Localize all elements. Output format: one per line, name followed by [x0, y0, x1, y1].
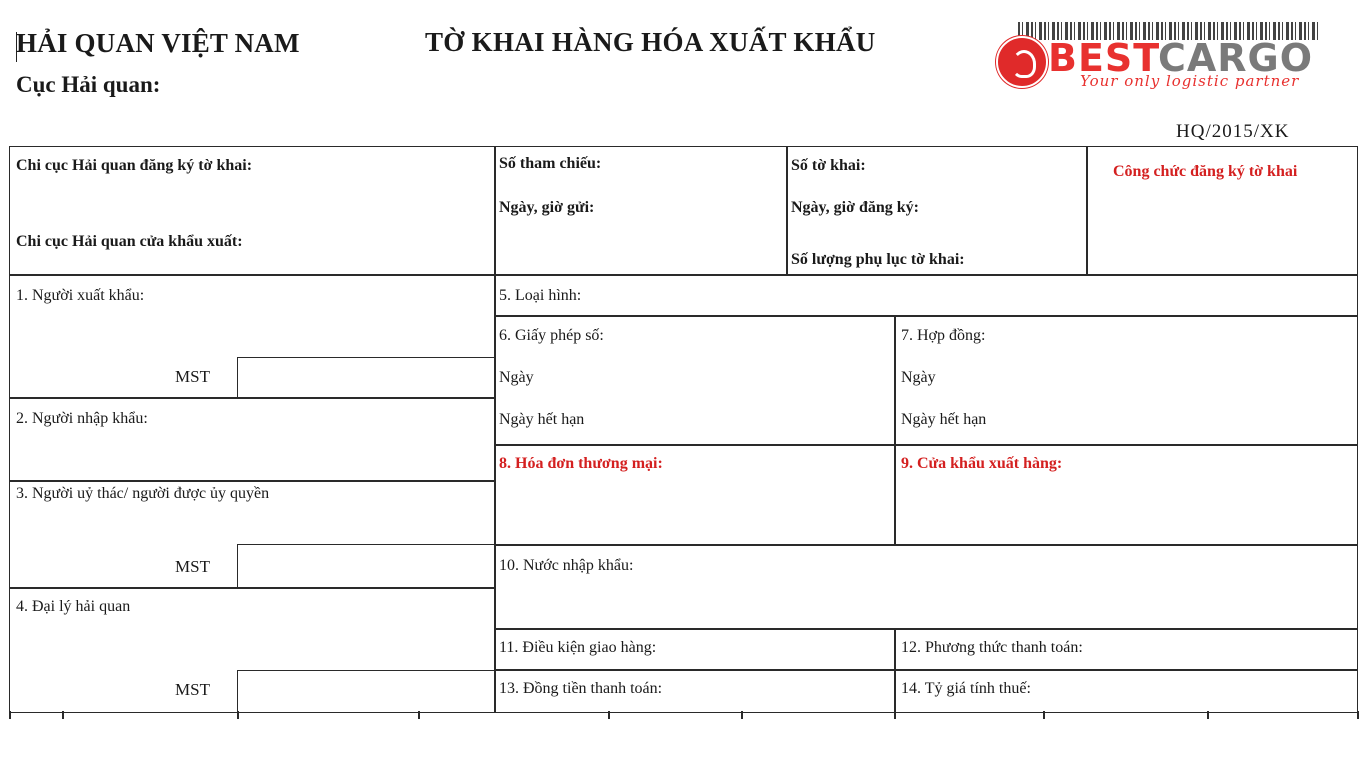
license-no-label: 6. Giấy phép số:	[499, 327, 604, 344]
table-continuation-tick	[894, 711, 896, 719]
license-cell[interactable]	[494, 315, 896, 446]
import-country-cell[interactable]	[494, 544, 1358, 630]
trustee-label: 3. Người uỷ thác/ người được ủy quyền	[16, 485, 270, 502]
contract-date-label: Ngày	[901, 369, 936, 386]
customs-agent-label: 4. Đại lý hải quan	[16, 598, 131, 615]
table-continuation-tick	[1043, 711, 1045, 719]
payment-method-label: 12. Phương thức thanh toán:	[901, 639, 1083, 656]
contract-cell[interactable]	[894, 315, 1358, 446]
declaration-no-label: Số tờ khai:	[791, 157, 866, 174]
type-label: 5. Loại hình:	[499, 287, 582, 304]
delivery-terms-cell[interactable]	[494, 628, 896, 671]
table-continuation-tick	[418, 711, 420, 719]
importer-label: 2. Người nhập khẩu:	[16, 410, 148, 427]
logo-text-cargo: CARGO	[1158, 36, 1314, 80]
contract-label: 7. Hợp đồng:	[901, 327, 986, 344]
commercial-invoice-label: 8. Hóa đơn thương mại:	[499, 455, 663, 472]
export-gate-cell[interactable]	[894, 444, 1358, 546]
trustee-mst-label: MST	[175, 557, 210, 576]
table-continuation-tick	[1357, 711, 1359, 719]
trustee-mst-input[interactable]	[237, 544, 496, 589]
registration-office-cell[interactable]	[9, 146, 496, 276]
agency-name: HẢI QUAN VIỆT NAM	[16, 28, 300, 58]
table-continuation-tick	[9, 711, 11, 719]
form-code: HQ/2015/XK	[1176, 121, 1290, 142]
registration-datetime-label: Ngày, giờ đăng ký:	[791, 199, 919, 216]
customs-agent-mst-input[interactable]	[237, 670, 496, 713]
delivery-terms-label: 11. Điều kiện giao hàng:	[499, 639, 657, 656]
export-gate-office-label: Chi cục Hải quan cửa khẩu xuất:	[16, 233, 243, 250]
declaration-no-cell[interactable]	[786, 146, 1088, 276]
exporter-mst-input[interactable]	[237, 357, 496, 399]
tax-exchange-rate-cell[interactable]	[894, 669, 1358, 713]
payment-method-cell[interactable]	[894, 628, 1358, 671]
table-continuation-tick	[1207, 711, 1209, 719]
type-cell[interactable]	[494, 274, 1358, 317]
import-country-label: 10. Nước nhập khẩu:	[499, 557, 634, 574]
logo-text-best: BEST	[1048, 36, 1161, 80]
exporter-label: 1. Người xuất khẩu:	[16, 287, 145, 304]
appendix-count-label: Số lượng phụ lục tờ khai:	[791, 251, 965, 268]
table-continuation-tick	[608, 711, 610, 719]
license-date-label: Ngày	[499, 369, 534, 386]
payment-currency-label: 13. Đồng tiền thanh toán:	[499, 680, 663, 697]
table-continuation-tick	[741, 711, 743, 719]
sent-datetime-label: Ngày, giờ gửi:	[499, 199, 595, 216]
officer-label: Công chức đăng ký tờ khai	[1113, 163, 1298, 180]
officer-cell[interactable]	[1086, 146, 1358, 276]
department-label: Cục Hải quan:	[16, 72, 161, 97]
reference-no-label: Số tham chiếu:	[499, 155, 602, 172]
table-continuation-tick	[62, 711, 64, 719]
table-continuation-tick	[237, 711, 239, 719]
tax-exchange-rate-label: 14. Tỷ giá tính thuế:	[901, 680, 1031, 697]
license-expiry-label: Ngày hết hạn	[499, 411, 585, 428]
reference-cell[interactable]	[494, 146, 788, 276]
bestcargo-logo	[996, 22, 1326, 92]
exporter-mst-label: MST	[175, 367, 210, 386]
logo-tagline: Your only logistic partner	[1080, 72, 1300, 90]
importer-cell[interactable]	[9, 397, 496, 482]
export-gate-label: 9. Cửa khẩu xuất hàng:	[901, 455, 1063, 472]
page-title: TỜ KHAI HÀNG HÓA XUẤT KHẨU	[425, 27, 876, 57]
payment-currency-cell[interactable]	[494, 669, 896, 713]
globe-plane-icon	[996, 36, 1048, 88]
registration-office-label: Chi cục Hải quan đăng ký tờ khai:	[16, 157, 253, 174]
contract-expiry-label: Ngày hết hạn	[901, 411, 987, 428]
customs-agent-mst-label: MST	[175, 680, 210, 699]
commercial-invoice-cell[interactable]	[494, 444, 896, 546]
